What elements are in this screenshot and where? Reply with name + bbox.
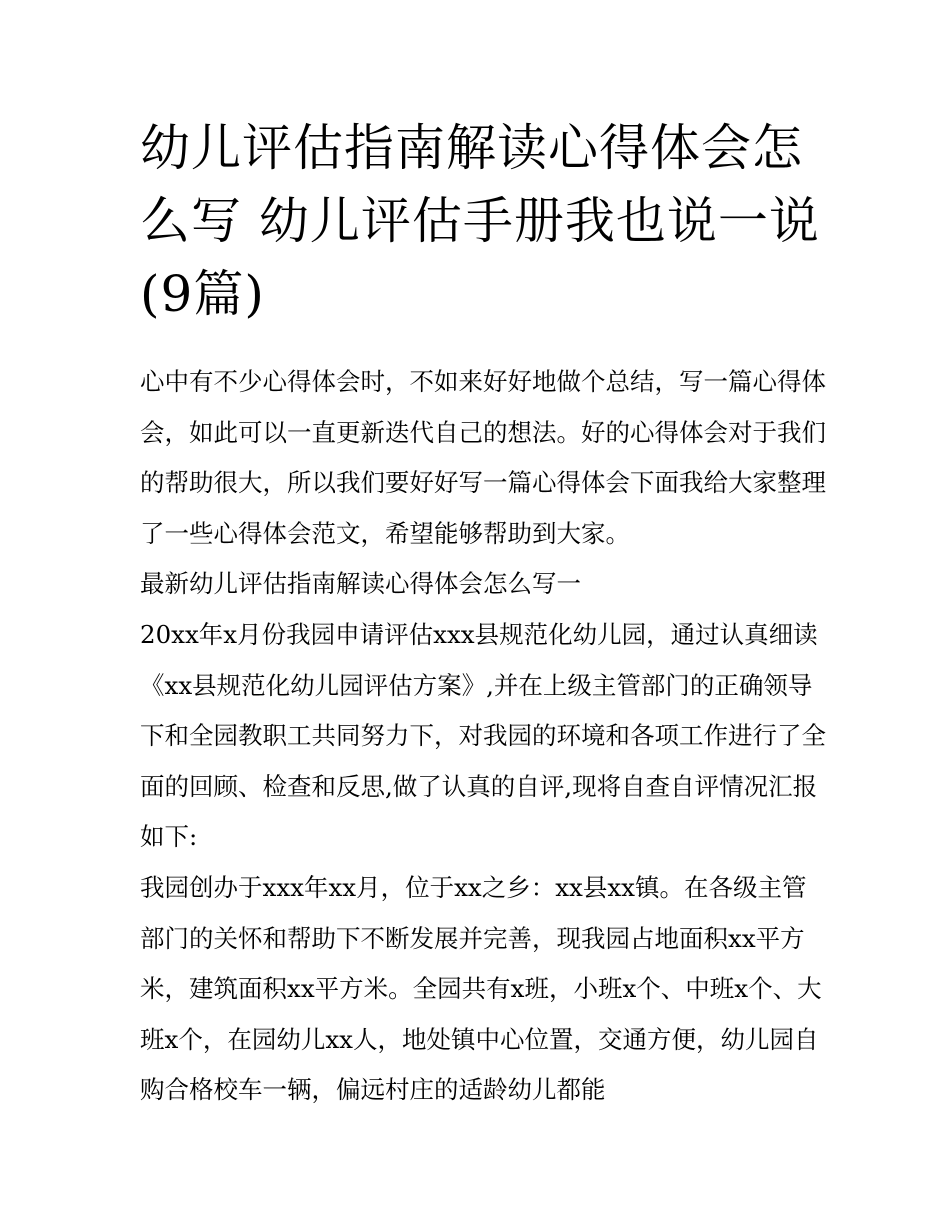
kindergarten-overview-paragraph: 我园创办于xxx年xx月，位于xx之乡：xx县xx镇。在各级主管部门的关怀和帮助下不断发展并完善，现我园占地面积xx平方米，建筑面积xx平方米。全园共有x班，小班x个、中班x个、大班x个，在园幼儿xx人，地处镇中心位置，交通方便，幼儿园自购合格校车一辆，偏远村庄的适龄幼儿都能	[140, 872, 822, 1105]
evaluation-paragraph: 20xx年x月份我园申请评估xxx县规范化幼儿园，通过认真细读《xx县规范化幼儿园评估方案》,并在上级主管部门的正确领导下和全园教职工共同努力下，对我园的环境和各项工作进行了全面的回顾、检查和反思,做了认真的自评,现将自查自评情况汇报如下:	[140, 619, 826, 852]
document-title: 幼儿评估指南解读心得体会怎么写 幼儿评估手册我也说一说(9篇)	[140, 119, 820, 323]
intro-paragraph: 心中有不少心得体会时，不如来好好地做个总结，写一篇心得体会，如此可以一直更新迭代自己的想法。好的心得体会对于我们的帮助很大，所以我们要好好写一篇心得体会下面我给大家整理了一些心得体会范文，希望能够帮助到大家。	[140, 367, 826, 548]
document-body	[140, 357, 830, 1116]
section-heading: 最新幼儿评估指南解读心得体会怎么写一	[140, 569, 581, 599]
